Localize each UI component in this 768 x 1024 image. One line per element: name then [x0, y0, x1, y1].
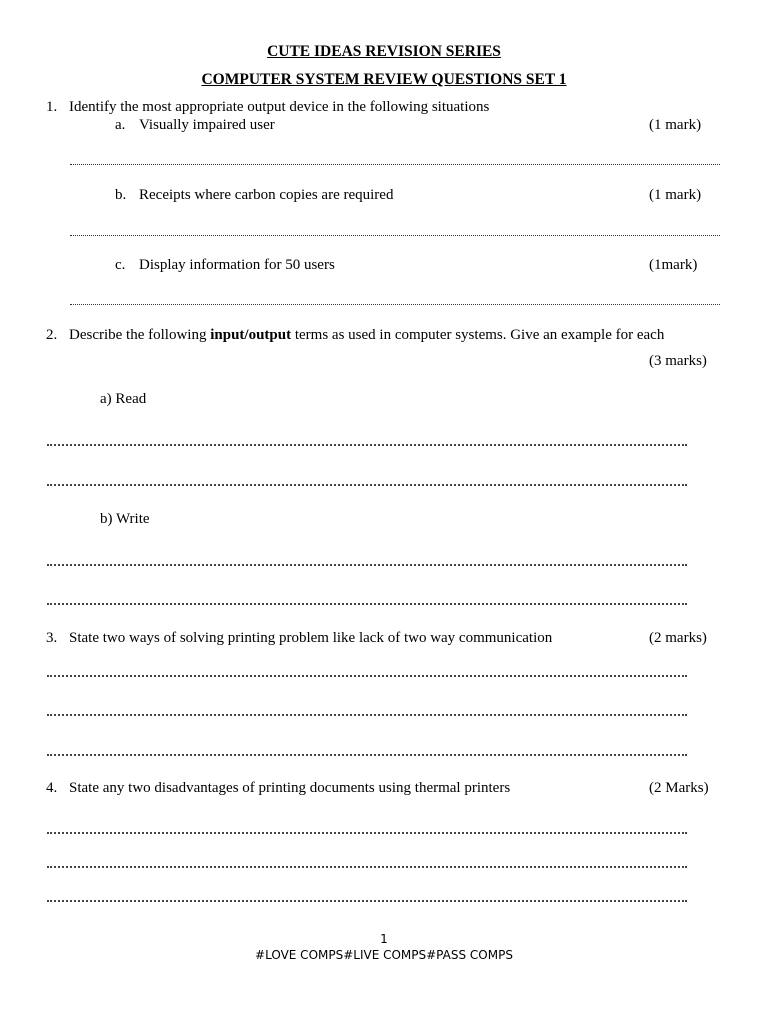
- question-1b-text: Receipts where carbon copies are required: [139, 187, 394, 203]
- answer-line: [47, 866, 687, 868]
- answer-line: [47, 832, 687, 834]
- answer-line: [47, 675, 687, 677]
- question-3-text: State two ways of solving printing problem like lack of two way communication: [69, 630, 553, 646]
- series-title: CUTE IDEAS REVISION SERIES: [267, 43, 501, 60]
- question-3-number: 3.: [46, 630, 58, 646]
- answer-line: [47, 714, 687, 716]
- answer-line: [47, 484, 687, 486]
- question-1-number: 1.: [46, 99, 58, 115]
- answer-line: [47, 564, 687, 566]
- question-4-number: 4.: [46, 780, 58, 796]
- question-2b-label: b) Write: [100, 511, 150, 527]
- question-2-number: 2.: [46, 327, 58, 343]
- question-4-text: State any two disadvantages of printing documents using thermal printers: [69, 780, 511, 796]
- answer-line: [47, 900, 687, 902]
- question-2-text: Describe the following input/output terms as used in computer systems. Give an example for each: [69, 327, 665, 343]
- question-2a-label: a) Read: [100, 391, 147, 407]
- question-2-bold-term: input/output: [210, 327, 292, 343]
- question-1a-text: Visually impaired user: [139, 117, 275, 133]
- question-4-marks: (2 Marks): [649, 780, 709, 796]
- answer-line: [70, 304, 720, 305]
- page-number: 1: [380, 932, 388, 946]
- answer-line: [47, 603, 687, 605]
- footer-tagline: #LOVE COMPS#LIVE COMPS#PASS COMPS: [255, 948, 513, 962]
- question-1a-marks: (1 mark): [649, 117, 702, 133]
- answer-line: [70, 164, 720, 165]
- question-1b-label: b.: [115, 187, 127, 203]
- answer-line: [47, 444, 687, 446]
- question-1-text: Identify the most appropriate output device in the following situations: [69, 99, 490, 115]
- question-1b-marks: (1 mark): [649, 187, 702, 203]
- question-1c-marks: (1mark): [649, 257, 698, 273]
- question-2-marks: (3 marks): [649, 353, 707, 369]
- answer-line: [47, 754, 687, 756]
- answer-line: [70, 235, 720, 236]
- question-1a-label: a.: [115, 117, 126, 133]
- question-1c-label: c.: [115, 257, 126, 273]
- set-title: COMPUTER SYSTEM REVIEW QUESTIONS SET 1: [201, 71, 567, 88]
- question-3-marks: (2 marks): [649, 630, 707, 646]
- question-1c-text: Display information for 50 users: [139, 257, 335, 273]
